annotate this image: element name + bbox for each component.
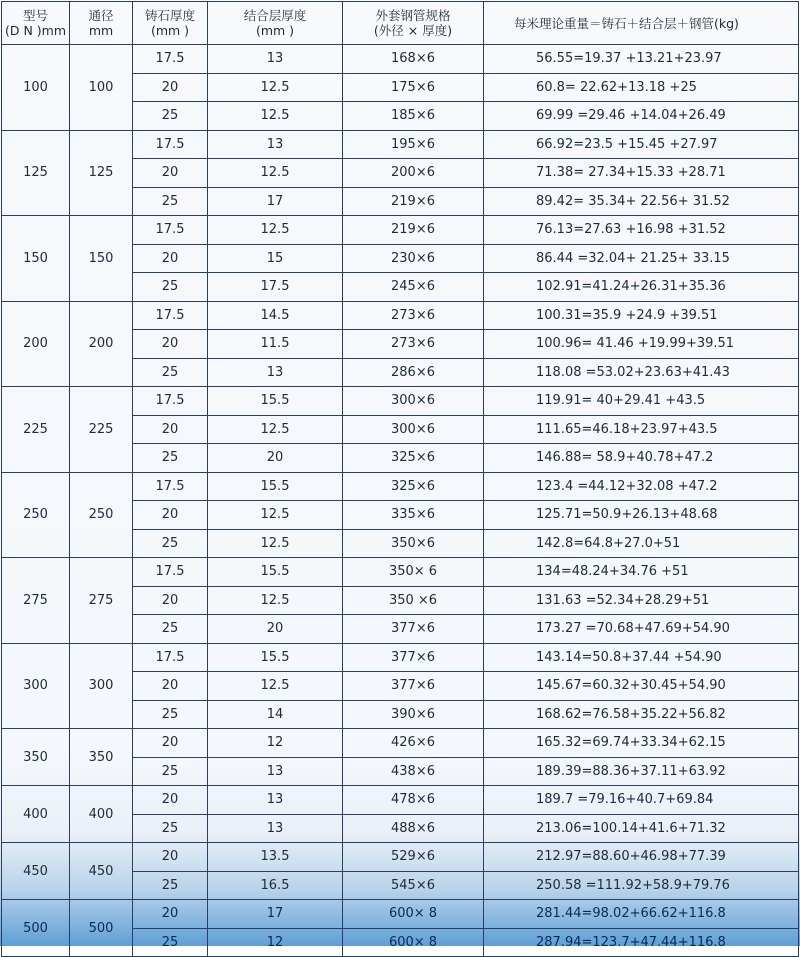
bond-thickness-cell: 14 xyxy=(208,700,343,729)
stone-thickness-cell: 25 xyxy=(133,444,208,473)
weight-cell: 143.14=50.8+37.44 +54.90 xyxy=(484,643,799,672)
weight-cell: 146.88= 58.9+40.78+47.2 xyxy=(484,444,799,473)
bore-cell: 275 xyxy=(70,558,133,644)
bond-thickness-cell: 15.5 xyxy=(208,472,343,501)
weight-cell: 86.44 =32.04+ 21.25+ 33.15 xyxy=(484,244,799,273)
bond-thickness-cell: 12.5 xyxy=(208,501,343,530)
bond-thickness-cell: 20 xyxy=(208,444,343,473)
pipe-spec-cell: 230×6 xyxy=(343,244,484,273)
bore-cell: 225 xyxy=(70,387,133,473)
pipe-spec-cell: 273×6 xyxy=(343,301,484,330)
weight-cell: 165.32=69.74+33.34+62.15 xyxy=(484,729,799,758)
bond-thickness-cell: 14.5 xyxy=(208,301,343,330)
pipe-spec-cell: 175×6 xyxy=(343,73,484,102)
bond-thickness-cell: 12.5 xyxy=(208,73,343,102)
bore-cell: 450 xyxy=(70,843,133,900)
pipe-spec-cell: 478×6 xyxy=(343,786,484,815)
weight-cell: 100.31=35.9 +24.9 +39.51 xyxy=(484,301,799,330)
bore-cell: 150 xyxy=(70,216,133,302)
pipe-spec-cell: 488×6 xyxy=(343,814,484,843)
table-row xyxy=(2,786,799,815)
model-cell: 500 xyxy=(2,900,70,957)
stone-thickness-cell: 25 xyxy=(133,871,208,900)
stone-thickness-cell: 20 xyxy=(133,501,208,530)
model-cell: 275 xyxy=(2,558,70,644)
bore-cell: 200 xyxy=(70,301,133,387)
bond-thickness-cell: 12.5 xyxy=(208,102,343,131)
weight-cell: 213.06=100.14+41.6+71.32 xyxy=(484,814,799,843)
pipe-spec-cell: 286×6 xyxy=(343,358,484,387)
bond-thickness-cell: 13.5 xyxy=(208,843,343,872)
weight-cell: 287.94=123.7+47.44+116.8 xyxy=(484,928,799,957)
pipe-spec-cell: 529×6 xyxy=(343,843,484,872)
stone-thickness-cell: 20 xyxy=(133,729,208,758)
table-row xyxy=(2,900,799,929)
stone-thickness-cell: 17.5 xyxy=(133,130,208,159)
stone-thickness-cell: 17.5 xyxy=(133,558,208,587)
bore-cell: 125 xyxy=(70,130,133,216)
stone-thickness-cell: 20 xyxy=(133,415,208,444)
weight-cell: 100.96= 41.46 +19.99+39.51 xyxy=(484,330,799,359)
pipe-spec-cell: 545×6 xyxy=(343,871,484,900)
model-cell: 200 xyxy=(2,301,70,387)
weight-cell: 131.63 =52.34+28.29+51 xyxy=(484,586,799,615)
stone-thickness-cell: 17.5 xyxy=(133,301,208,330)
model-cell: 100 xyxy=(2,45,70,131)
bore-cell: 400 xyxy=(70,786,133,843)
pipe-spec-cell: 200×6 xyxy=(343,159,484,188)
pipe-spec-cell: 219×6 xyxy=(343,216,484,245)
bond-thickness-cell: 17 xyxy=(208,900,343,929)
bond-thickness-cell: 13 xyxy=(208,358,343,387)
bond-thickness-cell: 12.5 xyxy=(208,672,343,701)
model-cell: 250 xyxy=(2,472,70,558)
bond-thickness-cell: 17 xyxy=(208,187,343,216)
pipe-spec-cell: 600× 8 xyxy=(343,900,484,929)
table-row xyxy=(2,301,799,330)
stone-thickness-cell: 20 xyxy=(133,586,208,615)
stone-thickness-cell: 17.5 xyxy=(133,472,208,501)
pipe-spec-cell: 300×6 xyxy=(343,387,484,416)
bond-thickness-cell: 12 xyxy=(208,928,343,957)
bond-thickness-cell: 15 xyxy=(208,244,343,273)
stone-thickness-cell: 25 xyxy=(133,358,208,387)
weight-cell: 123.4 =44.12+32.08 +47.2 xyxy=(484,472,799,501)
weight-cell: 168.62=76.58+35.22+56.82 xyxy=(484,700,799,729)
pipe-spec-cell: 273×6 xyxy=(343,330,484,359)
bond-thickness-cell: 17.5 xyxy=(208,273,343,302)
model-cell: 350 xyxy=(2,729,70,786)
bond-thickness-cell: 13 xyxy=(208,45,343,74)
stone-thickness-cell: 25 xyxy=(133,814,208,843)
stone-thickness-cell: 20 xyxy=(133,786,208,815)
weight-cell: 189.7 =79.16+40.7+69.84 xyxy=(484,786,799,815)
pipe-spec-cell: 245×6 xyxy=(343,273,484,302)
table-row xyxy=(2,216,799,245)
weight-cell: 69.99 =29.46 +14.04+26.49 xyxy=(484,102,799,131)
table-row xyxy=(2,643,799,672)
weight-cell: 173.27 =70.68+47.69+54.90 xyxy=(484,615,799,644)
model-cell: 125 xyxy=(2,130,70,216)
model-cell: 225 xyxy=(2,387,70,473)
stone-thickness-cell: 25 xyxy=(133,529,208,558)
stone-thickness-cell: 20 xyxy=(133,330,208,359)
bond-thickness-cell: 11.5 xyxy=(208,330,343,359)
bond-thickness-cell: 15.5 xyxy=(208,387,343,416)
stone-thickness-cell: 25 xyxy=(133,757,208,786)
header-model: 型号 (D N )mm xyxy=(2,2,70,45)
pipe-spec-cell: 438×6 xyxy=(343,757,484,786)
weight-cell: 71.38= 27.34+15.33 +28.71 xyxy=(484,159,799,188)
weight-cell: 142.8=64.8+27.0+51 xyxy=(484,529,799,558)
bond-thickness-cell: 20 xyxy=(208,615,343,644)
stone-thickness-cell: 17.5 xyxy=(133,216,208,245)
pipe-spec-table xyxy=(1,1,799,957)
pipe-spec-cell: 377×6 xyxy=(343,615,484,644)
table-row xyxy=(2,45,799,74)
bond-thickness-cell: 15.5 xyxy=(208,558,343,587)
bore-cell: 300 xyxy=(70,643,133,729)
bore-cell: 100 xyxy=(70,45,133,131)
pipe-spec-cell: 335×6 xyxy=(343,501,484,530)
pipe-spec-cell: 377×6 xyxy=(343,643,484,672)
model-cell: 400 xyxy=(2,786,70,843)
table-row xyxy=(2,558,799,587)
bond-thickness-cell: 12.5 xyxy=(208,586,343,615)
bond-thickness-cell: 13 xyxy=(208,786,343,815)
bond-thickness-cell: 12 xyxy=(208,729,343,758)
pipe-spec-cell: 350 ×6 xyxy=(343,586,484,615)
bond-thickness-cell: 12.5 xyxy=(208,529,343,558)
table-row xyxy=(2,472,799,501)
stone-thickness-cell: 25 xyxy=(133,615,208,644)
table-header xyxy=(2,2,799,45)
weight-cell: 281.44=98.02+66.62+116.8 xyxy=(484,900,799,929)
bond-thickness-cell: 16.5 xyxy=(208,871,343,900)
stone-thickness-cell: 20 xyxy=(133,244,208,273)
stone-thickness-cell: 17.5 xyxy=(133,45,208,74)
stone-thickness-cell: 25 xyxy=(133,273,208,302)
weight-cell: 250.58 =111.92+58.9+79.76 xyxy=(484,871,799,900)
bore-cell: 250 xyxy=(70,472,133,558)
weight-cell: 189.39=88.36+37.11+63.92 xyxy=(484,757,799,786)
pipe-spec-cell: 350×6 xyxy=(343,529,484,558)
bond-thickness-cell: 12.5 xyxy=(208,415,343,444)
model-cell: 450 xyxy=(2,843,70,900)
pipe-spec-cell: 300×6 xyxy=(343,415,484,444)
weight-cell: 66.92=23.5 +15.45 +27.97 xyxy=(484,130,799,159)
weight-cell: 60.8= 22.62+13.18 +25 xyxy=(484,73,799,102)
bond-thickness-cell: 12.5 xyxy=(208,159,343,188)
weight-cell: 134=48.24+34.76 +51 xyxy=(484,558,799,587)
table-row xyxy=(2,387,799,416)
pipe-spec-cell: 195×6 xyxy=(343,130,484,159)
table-row xyxy=(2,130,799,159)
table-body xyxy=(2,45,799,957)
stone-thickness-cell: 20 xyxy=(133,73,208,102)
stone-thickness-cell: 25 xyxy=(133,102,208,131)
model-cell: 150 xyxy=(2,216,70,302)
weight-cell: 145.67=60.32+30.45+54.90 xyxy=(484,672,799,701)
pipe-spec-cell: 325×6 xyxy=(343,472,484,501)
pipe-spec-cell: 600× 8 xyxy=(343,928,484,957)
stone-thickness-cell: 20 xyxy=(133,843,208,872)
model-cell: 300 xyxy=(2,643,70,729)
weight-cell: 111.65=46.18+23.97+43.5 xyxy=(484,415,799,444)
stone-thickness-cell: 20 xyxy=(133,159,208,188)
bond-thickness-cell: 15.5 xyxy=(208,643,343,672)
pipe-spec-cell: 350× 6 xyxy=(343,558,484,587)
bond-thickness-cell: 13 xyxy=(208,757,343,786)
weight-cell: 119.91= 40+29.41 +43.5 xyxy=(484,387,799,416)
stone-thickness-cell: 25 xyxy=(133,928,208,957)
stone-thickness-cell: 17.5 xyxy=(133,643,208,672)
bond-thickness-cell: 13 xyxy=(208,130,343,159)
bore-cell: 350 xyxy=(70,729,133,786)
bond-thickness-cell: 13 xyxy=(208,814,343,843)
stone-thickness-cell: 20 xyxy=(133,900,208,929)
weight-cell: 102.91=41.24+26.31+35.36 xyxy=(484,273,799,302)
weight-cell: 125.71=50.9+26.13+48.68 xyxy=(484,501,799,530)
pipe-spec-cell: 377×6 xyxy=(343,672,484,701)
weight-cell: 212.97=88.60+46.98+77.39 xyxy=(484,843,799,872)
header-stone-thickness: 铸石厚度 (mm ) xyxy=(133,2,208,45)
stone-thickness-cell: 20 xyxy=(133,672,208,701)
header-weight: 每米理论重量＝铸石＋结合层＋钢管(kg) xyxy=(484,2,799,45)
weight-cell: 76.13=27.63 +16.98 +31.52 xyxy=(484,216,799,245)
header-bond-thickness: 结合层厚度 (mm ) xyxy=(208,2,343,45)
table-row xyxy=(2,843,799,872)
stone-thickness-cell: 25 xyxy=(133,187,208,216)
table-row xyxy=(2,729,799,758)
weight-cell: 89.42= 35.34+ 22.56+ 31.52 xyxy=(484,187,799,216)
pipe-spec-cell: 390×6 xyxy=(343,700,484,729)
pipe-spec-cell: 219×6 xyxy=(343,187,484,216)
stone-thickness-cell: 25 xyxy=(133,700,208,729)
weight-cell: 118.08 =53.02+23.63+41.43 xyxy=(484,358,799,387)
bond-thickness-cell: 12.5 xyxy=(208,216,343,245)
stone-thickness-cell: 17.5 xyxy=(133,387,208,416)
weight-cell: 56.55=19.37 +13.21+23.97 xyxy=(484,45,799,74)
pipe-spec-cell: 168×6 xyxy=(343,45,484,74)
bore-cell: 500 xyxy=(70,900,133,957)
header-pipe-spec: 外套钢管规格 (外径 × 厚度) xyxy=(343,2,484,45)
pipe-spec-cell: 185×6 xyxy=(343,102,484,131)
pipe-spec-cell: 426×6 xyxy=(343,729,484,758)
pipe-spec-cell: 325×6 xyxy=(343,444,484,473)
header-bore: 通径 mm xyxy=(70,2,133,45)
